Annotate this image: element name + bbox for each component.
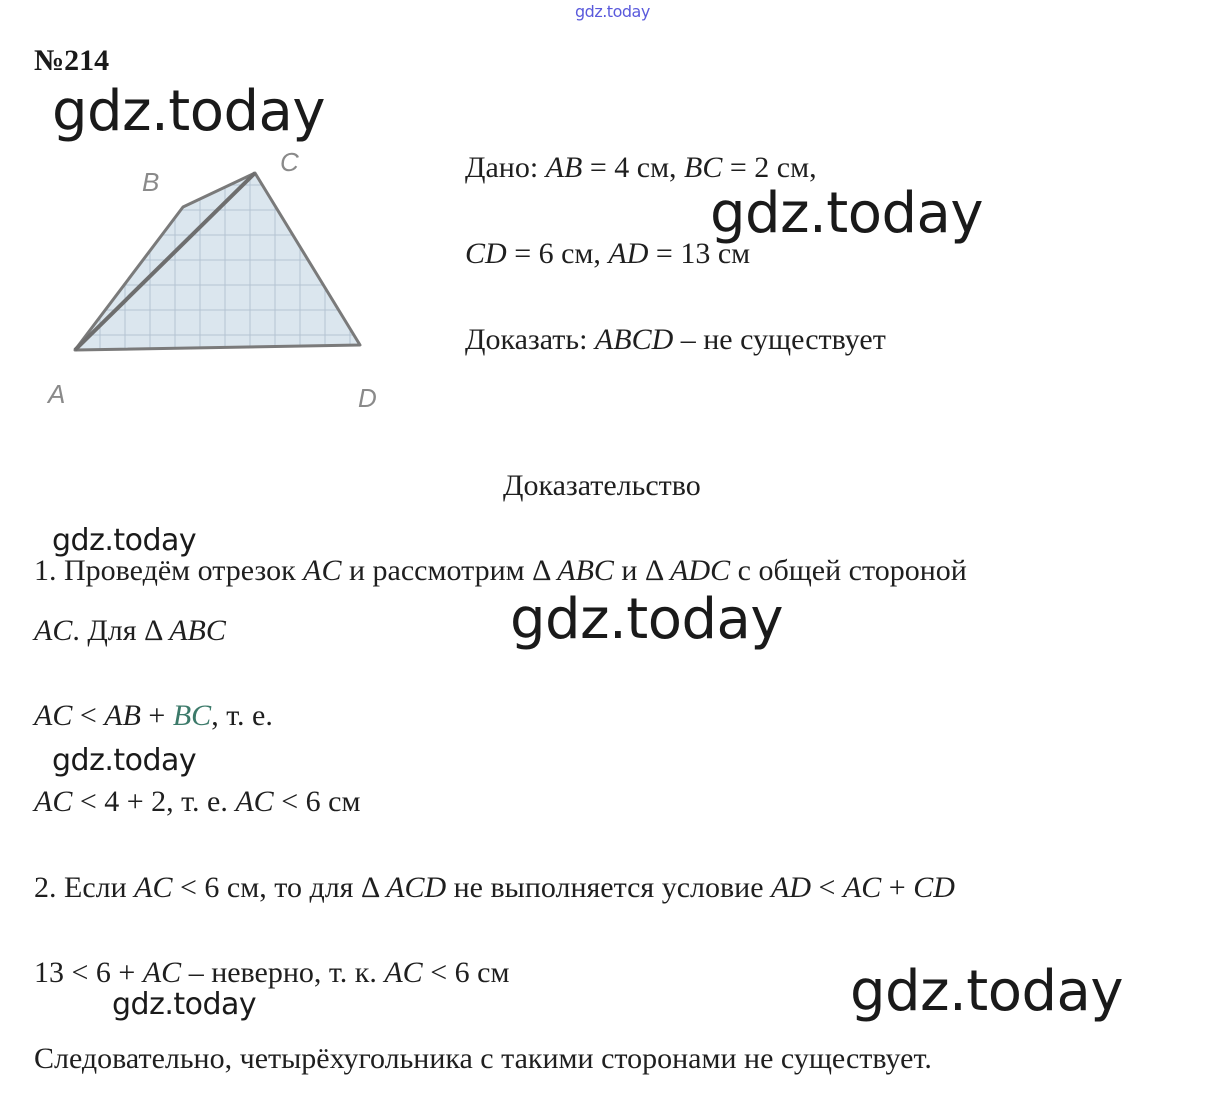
text: <: [72, 699, 105, 732]
watermark-2: gdz.today: [710, 181, 984, 246]
given-label: Дано:: [465, 151, 539, 184]
text: < 6 см: [422, 956, 510, 989]
var: ADC: [670, 554, 731, 587]
text: < 6 см, то для Δ: [172, 871, 387, 904]
var-cd: CD: [465, 237, 507, 270]
var: AC: [235, 785, 274, 818]
text: – неверно, т. к.: [181, 956, 385, 989]
watermark-7: gdz.today: [112, 987, 257, 1022]
bc-value: = 2 см,: [722, 151, 817, 184]
prove-rest: – не существует: [673, 323, 886, 356]
var: AB: [104, 699, 141, 732]
text: не выполняется условие: [446, 871, 772, 904]
var: AD: [771, 871, 812, 904]
conclusion: Следовательно, четырёхугольника с такими сторонами не существует.: [34, 1042, 932, 1075]
vertex-label-c: C: [280, 147, 299, 177]
vertex-label-a: A: [48, 379, 66, 409]
var: AC: [134, 871, 173, 904]
var: ACD: [386, 871, 447, 904]
text: < 4 + 2, т. е.: [72, 785, 236, 818]
var: ABC: [169, 614, 226, 647]
inequality-1: [34, 698, 273, 734]
vertex-label-d: D: [358, 383, 377, 413]
var: BC: [172, 699, 212, 732]
text: 13 < 6 +: [34, 956, 143, 989]
proof-step-2: [34, 870, 955, 906]
text: <: [811, 871, 843, 904]
watermark-3: gdz.today: [52, 523, 197, 558]
proof-step-1: [34, 553, 967, 589]
watermark-top: gdz.today: [575, 2, 650, 21]
var: AC: [142, 956, 182, 989]
watermark-6: gdz.today: [850, 959, 1124, 1024]
text: с общей стороной: [730, 554, 967, 587]
text: +: [881, 871, 914, 904]
proof-step-1b: [34, 613, 226, 649]
text: и рассмотрим Δ: [341, 554, 558, 587]
vertex-label-b: B: [142, 167, 160, 197]
var: AC: [34, 614, 73, 647]
text: 1. Проведём отрезок: [34, 554, 304, 587]
var-ad: AD: [608, 237, 649, 270]
ab-value: = 4 см,: [582, 151, 685, 184]
inequality-3: [34, 955, 509, 991]
text: < 6 см: [273, 785, 361, 818]
watermark-1: gdz.today: [52, 79, 326, 144]
watermark-5: gdz.today: [52, 743, 197, 778]
var: AC: [34, 699, 73, 732]
text: и Δ: [613, 554, 671, 587]
watermark-4: gdz.today: [510, 587, 784, 652]
cd-value: = 6 см,: [506, 237, 609, 270]
quadrilateral-figure: [30, 145, 410, 425]
text: . Для Δ: [72, 614, 170, 647]
text: 2. Если: [34, 871, 135, 904]
var-bc: BC: [684, 151, 723, 184]
var: CD: [913, 871, 955, 904]
grid: [30, 145, 410, 425]
var-ab: AB: [545, 151, 583, 184]
given-line-1: [465, 150, 817, 186]
problem-number: №214: [34, 44, 110, 77]
var: AC: [842, 871, 882, 904]
var: ABC: [557, 554, 614, 587]
var: AC: [384, 956, 423, 989]
given-line-2: [465, 236, 750, 272]
var: AC: [34, 785, 73, 818]
var-abcd: ABCD: [594, 323, 674, 356]
ad-value: = 13 см: [648, 237, 751, 270]
prove-label: Доказать:: [465, 323, 595, 356]
proof-heading: Доказательство: [503, 469, 701, 502]
inequality-2: [34, 784, 360, 820]
prove-line: [465, 322, 886, 358]
var: AC: [303, 554, 342, 587]
text: , т. е.: [211, 699, 273, 732]
text: +: [140, 699, 173, 732]
quad-fill: [75, 173, 360, 350]
